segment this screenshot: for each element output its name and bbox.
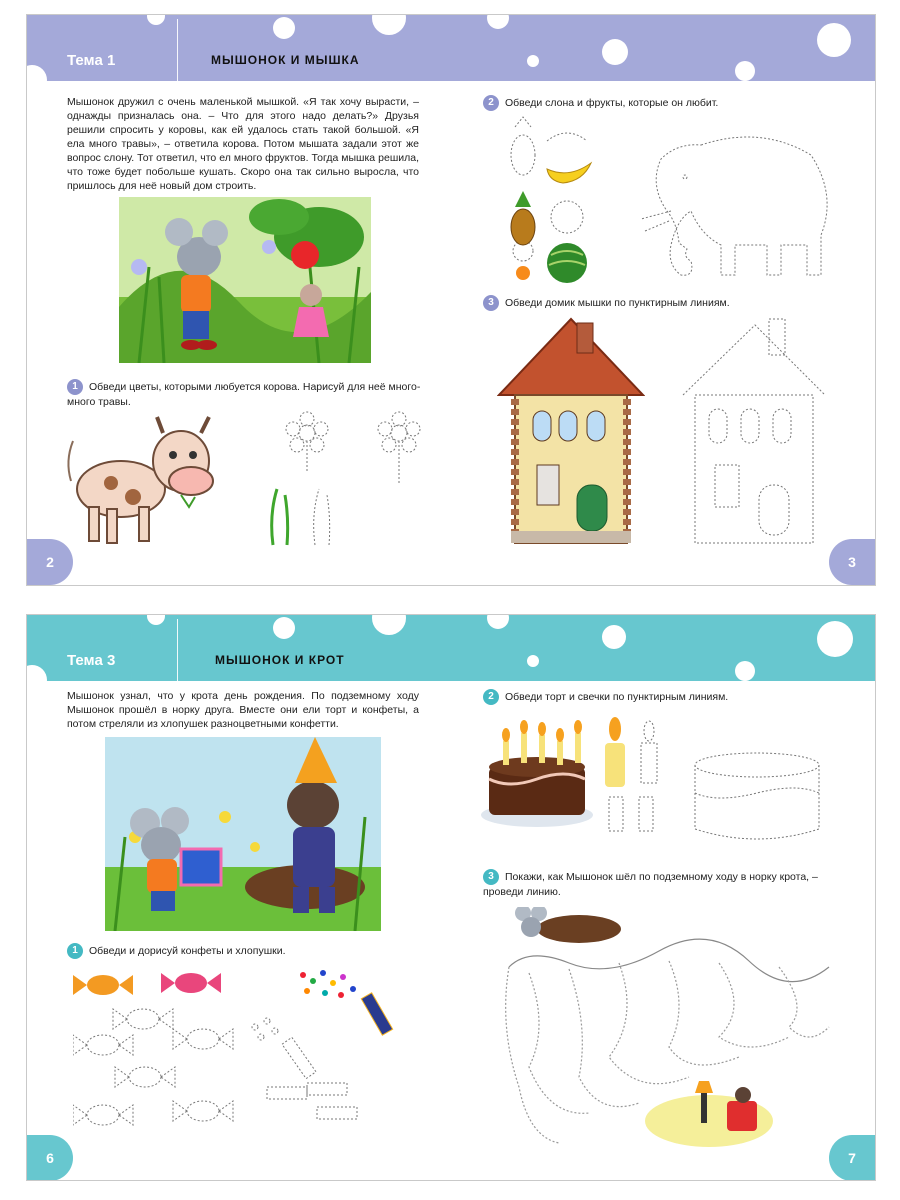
decor-dot bbox=[372, 14, 406, 35]
tracing-candies bbox=[73, 965, 263, 1145]
spread-topic-1 bbox=[26, 14, 876, 586]
tracing-flower bbox=[267, 409, 347, 471]
task-number-badge: 1 bbox=[67, 943, 83, 959]
page-title: МЫШОНОК И КРОТ bbox=[215, 653, 345, 667]
decor-dot bbox=[147, 614, 165, 625]
task-number-badge: 3 bbox=[483, 869, 499, 885]
task-text: Обведи домик мышки по пунктирным линиям. bbox=[505, 296, 730, 309]
decor-dot bbox=[26, 65, 47, 95]
task-3 bbox=[483, 869, 843, 899]
task-number-badge: 3 bbox=[483, 295, 499, 311]
task-text: Покажи, как Мышонок шёл по подземному ходу в норку крота, – проведи линию. bbox=[483, 870, 818, 898]
topic-label: Тема 3 bbox=[67, 652, 116, 669]
tracing-house bbox=[679, 315, 829, 551]
page-number-left: 6 bbox=[27, 1135, 73, 1181]
decor-dot bbox=[273, 617, 295, 639]
decor-dot bbox=[817, 23, 851, 57]
task-number-badge: 2 bbox=[483, 689, 499, 705]
task-number-badge: 2 bbox=[483, 95, 499, 111]
header-band bbox=[27, 15, 875, 81]
decor-dot bbox=[273, 17, 295, 39]
tracing-poppers bbox=[237, 965, 427, 1145]
task-text: Обведи и дорисуй конфеты и хлопушки. bbox=[89, 944, 286, 957]
decor-dot bbox=[817, 621, 853, 657]
page-number-left: 2 bbox=[27, 539, 73, 585]
task-1 bbox=[67, 379, 427, 409]
task-1 bbox=[67, 943, 427, 959]
decor-dot bbox=[527, 55, 539, 67]
decor-dot bbox=[602, 39, 628, 65]
header-divider bbox=[177, 619, 178, 681]
task-2 bbox=[483, 689, 843, 705]
decor-dot bbox=[147, 14, 165, 25]
decor-dot bbox=[527, 655, 539, 667]
tracing-elephant bbox=[611, 125, 841, 285]
illustration-mouse-mole bbox=[105, 737, 381, 931]
grass-blades bbox=[263, 485, 353, 547]
decor-dot bbox=[602, 625, 626, 649]
fruit-set bbox=[497, 115, 627, 285]
topic-label: Тема 1 bbox=[67, 52, 116, 69]
task-2 bbox=[483, 95, 843, 111]
tracing-flower bbox=[359, 409, 439, 489]
story-text: Мышонок узнал, что у крота день рождения. По подземному ходу Мышонок прошёл в норку друга. Вместе они ели торт и конфеты, а потом стреляли из хлопушек разноцветными конфетти. bbox=[67, 690, 419, 730]
story-text: Мышонок дружил с очень маленькой мышкой. «Я так хочу вырасти, – однажды призналась она. – Что для этого надо делать?» Друзья решили спросить у коровы, как ей удалось стать такой большой. «Я ела много травы», – ответила корова. Потом мышата задали этот же вопрос слону. Тот ответил, что ел много фруктов. Тогда мышка решила, что тоже будет побольше кушать. Скоро она так сильно выросла, что пришлось для неё новый дом строить. bbox=[67, 96, 419, 192]
maze-underground-path bbox=[489, 907, 839, 1153]
illustration-cow bbox=[63, 411, 223, 551]
page-number-right: 3 bbox=[829, 539, 875, 585]
decor-dot bbox=[487, 614, 509, 629]
decor-dot bbox=[487, 14, 509, 29]
task-text: Обведи цветы, которыми любуется корова. Нарисуй для неё много-много травы. bbox=[67, 380, 421, 408]
header-band bbox=[27, 615, 875, 681]
task-number-badge: 1 bbox=[67, 379, 83, 395]
decor-dot bbox=[372, 614, 406, 635]
decor-dot bbox=[735, 661, 755, 681]
decor-dot bbox=[735, 61, 755, 81]
page-title: МЫШОНОК И МЫШКА bbox=[211, 53, 360, 67]
page-number-right: 7 bbox=[829, 1135, 875, 1181]
header-divider bbox=[177, 19, 178, 81]
spread-topic-3 bbox=[26, 614, 876, 1181]
illustration-house bbox=[497, 315, 645, 551]
illustration-mice-strawberry bbox=[119, 197, 371, 363]
illustration-cake-candles bbox=[479, 713, 679, 833]
task-text: Обведи слона и фрукты, которые он любит. bbox=[505, 96, 719, 109]
tracing-cake bbox=[687, 749, 827, 849]
task-text: Обведи торт и свечки по пунктирным линиям. bbox=[505, 690, 729, 703]
decor-dot bbox=[26, 665, 47, 695]
task-3 bbox=[483, 295, 843, 311]
